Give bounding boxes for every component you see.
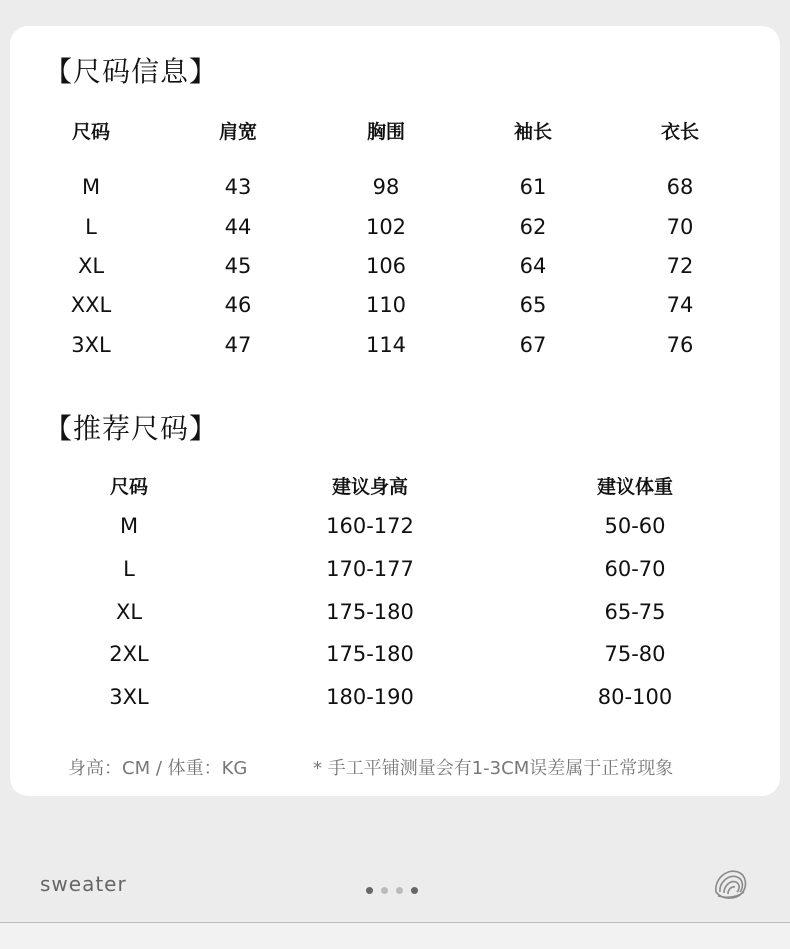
size-info-cell: XXL <box>70 293 112 317</box>
size-info-cell: M <box>81 175 101 199</box>
recommend-size-header: 建议身高 <box>331 476 409 498</box>
size-info-cell: 44 <box>224 215 252 239</box>
recommend-size-cell: 170-177 <box>326 557 414 581</box>
size-info-cell: 110 <box>365 293 407 317</box>
unit-note: 身高：CM / 体重：KG <box>68 758 248 779</box>
carousel-dot[interactable] <box>366 887 373 894</box>
size-info-cell: 3XL <box>71 333 111 357</box>
recommend-size-header: 尺码 <box>109 476 149 498</box>
size-info-cell: XL <box>77 254 105 278</box>
recommend-size-cell: 75-80 <box>604 642 666 666</box>
size-info-cell: 64 <box>519 254 547 278</box>
size-info-cell: 70 <box>666 215 694 239</box>
size-info-cell: 74 <box>666 293 694 317</box>
recommend-size-cell: 65-75 <box>604 600 666 624</box>
recommend-size-cell: 175-180 <box>326 600 414 624</box>
size-info-cell: 43 <box>224 175 252 199</box>
size-info-cell: 62 <box>519 215 547 239</box>
size-info-cell: 46 <box>224 293 252 317</box>
size-info-cell: 114 <box>365 333 407 357</box>
recommend-size-cell: 175-180 <box>326 642 414 666</box>
recommend-size-cell: 160-172 <box>326 514 414 538</box>
size-info-cell: 68 <box>666 175 694 199</box>
size-info-cell: 67 <box>519 333 547 357</box>
size-info-header: 衣长 <box>660 121 700 143</box>
size-info-cell: 61 <box>519 175 547 199</box>
size-info-header: 肩宽 <box>218 121 258 143</box>
size-info-cell: L <box>85 215 97 239</box>
recommend-size-cell: M <box>119 514 139 538</box>
size-info-cell: 72 <box>666 254 694 278</box>
carousel-indicator[interactable] <box>366 879 426 889</box>
size-info-cell: 102 <box>365 215 407 239</box>
recommend-size-heading: 【推荐尺码】 <box>44 412 219 445</box>
recommend-size-cell: 2XL <box>109 642 149 666</box>
size-info-cell: 45 <box>224 254 252 278</box>
tolerance-note: * 手工平铺测量会有1-3CM误差属于正常现象 <box>313 758 674 779</box>
size-info-header: 袖长 <box>513 121 553 143</box>
recommend-size-cell: L <box>123 557 135 581</box>
size-info-heading: 【尺码信息】 <box>44 55 219 88</box>
recommend-size-header: 建议体重 <box>596 476 674 498</box>
recommend-size-cell: XL <box>115 600 143 624</box>
carousel-dot[interactable] <box>411 887 418 894</box>
size-info-header: 胸围 <box>366 121 406 143</box>
size-info-cell: 98 <box>372 175 400 199</box>
recommend-size-cell: 3XL <box>109 685 149 709</box>
brand-label: sweater <box>40 872 127 896</box>
carousel-dot[interactable] <box>396 887 403 894</box>
bottom-strip <box>0 923 790 949</box>
size-info-cell: 106 <box>365 254 407 278</box>
spiral-shell-logo-icon <box>712 866 750 902</box>
recommend-size-cell: 50-60 <box>604 514 666 538</box>
recommend-size-cell: 80-100 <box>597 685 673 709</box>
carousel-dot[interactable] <box>381 887 388 894</box>
recommend-size-cell: 180-190 <box>326 685 414 709</box>
size-info-cell: 76 <box>666 333 694 357</box>
size-info-cell: 65 <box>519 293 547 317</box>
size-info-cell: 47 <box>224 333 252 357</box>
recommend-size-cell: 60-70 <box>604 557 666 581</box>
size-info-header: 尺码 <box>71 121 111 143</box>
